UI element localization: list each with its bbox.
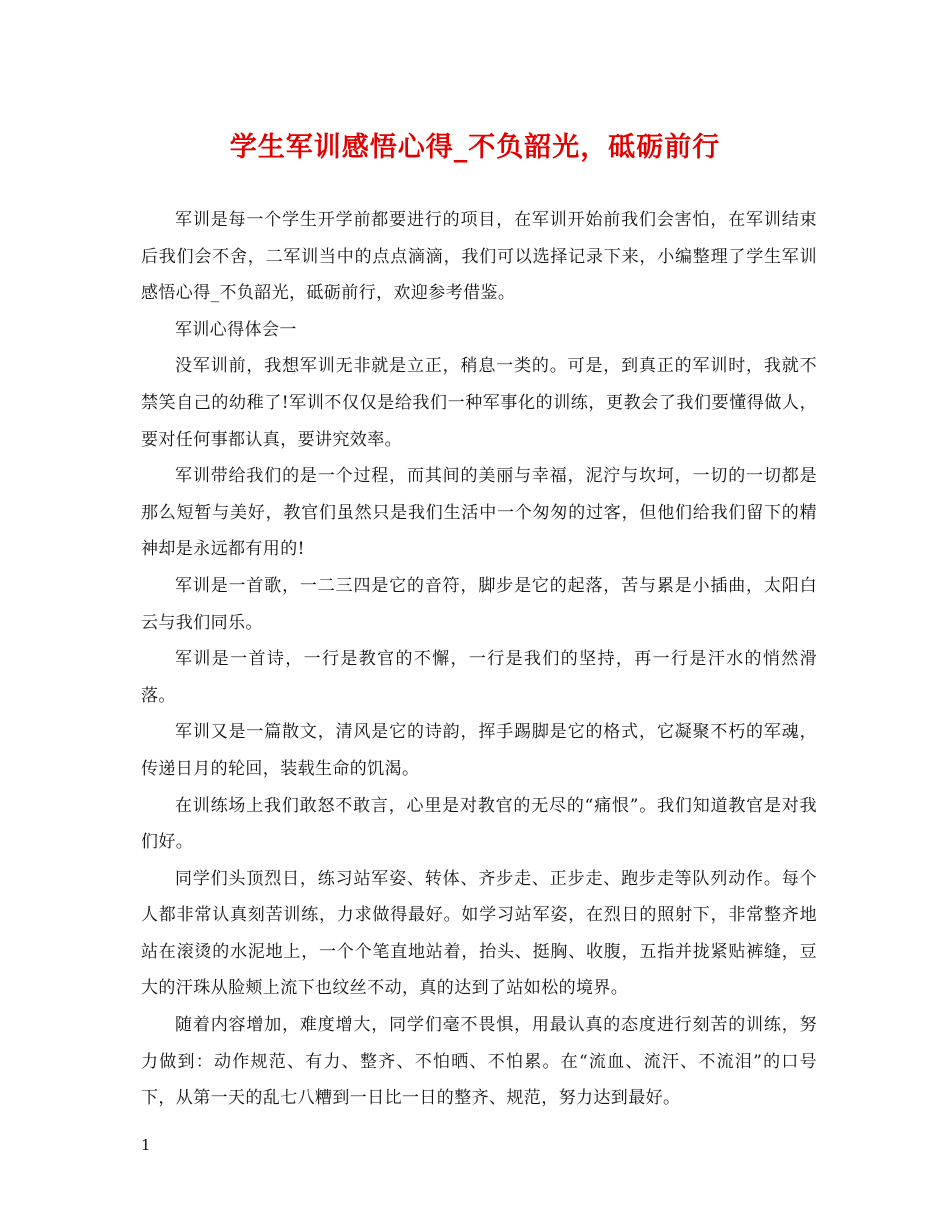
paragraph: 没军训前，我想军训无非就是立正，稍息一类的。可是，到真正的军训时，我就不禁笑自己的幼稚了!军训不仅仅是给我们一种军事化的训练，更教会了我们要懂得做人，要对任何事都认真，要讲究效率。	[141, 356, 817, 450]
paragraph: 军训是一首歌，一二三四是它的音符，脚步是它的起落，苦与累是小插曲，太阳白云与我们同乐。	[141, 575, 817, 633]
paragraph: 同学们头顶烈日，练习站军姿、转体、齐步走、正步走、跑步走等队列动作。每个人都非常认真刻苦训练，力求做得最好。如学习站军姿，在烈日的照射下，非常整齐地站在滚烫的水泥地上，一个个笔直地站着，抬头、挺胸、收腹，五指并拢紧贴裤缝，豆大的汗珠从脸颊上流下也纹丝不动，真的达到了站如松的境界。	[141, 868, 817, 999]
document-body	[141, 202, 817, 1117]
paragraph: 军训又是一篇散文，清风是它的诗韵，挥手踢脚是它的格式，它凝聚不朽的军魂，传递日月的轮回，装载生命的饥渴。	[141, 722, 817, 779]
paragraph: 军训是一首诗，一行是教官的不懈，一行是我们的坚持，再一行是汗水的悄然滑落。	[141, 649, 817, 706]
paragraph: 在训练场上我们敢怒不敢言，心里是对教官的无尽的“痛恨”。我们知道教官是对我们好。	[141, 795, 817, 853]
paragraph: 军训带给我们的是一个过程，而其间的美丽与幸福，泥泞与坎坷，一切的一切都是那么短暂与美好，教官们虽然只是我们生活中一个匆匆的过客，但他们给我们留下的精神却是永远都有用的!	[141, 466, 817, 560]
paragraph: 随着内容增加，难度增大，同学们毫不畏惧，用最认真的态度进行刻苦的训练，努力做到：动作规范、有力、整齐、不怕晒、不怕累。在“流血、流汗、不流泪”的口号下，从第一天的乱七八糟到一日比一日的整齐、规范，努力达到最好。	[141, 1015, 817, 1109]
section-heading: 军训心得体会一	[175, 319, 297, 340]
page-number: 1	[141, 1136, 151, 1154]
document-title: 学生军训感悟心得_不负韶光，砥砺前行	[229, 132, 721, 163]
paragraph-intro: 军训是每一个学生开学前都要进行的项目，在军训开始前我们会害怕，在军训结束后我们会不舍，二军训当中的点点滴滴，我们可以选择记录下来，小编整理了学生军训感悟心得_不负韶光，砥砺前行，欢迎参考借鉴。	[141, 210, 817, 304]
